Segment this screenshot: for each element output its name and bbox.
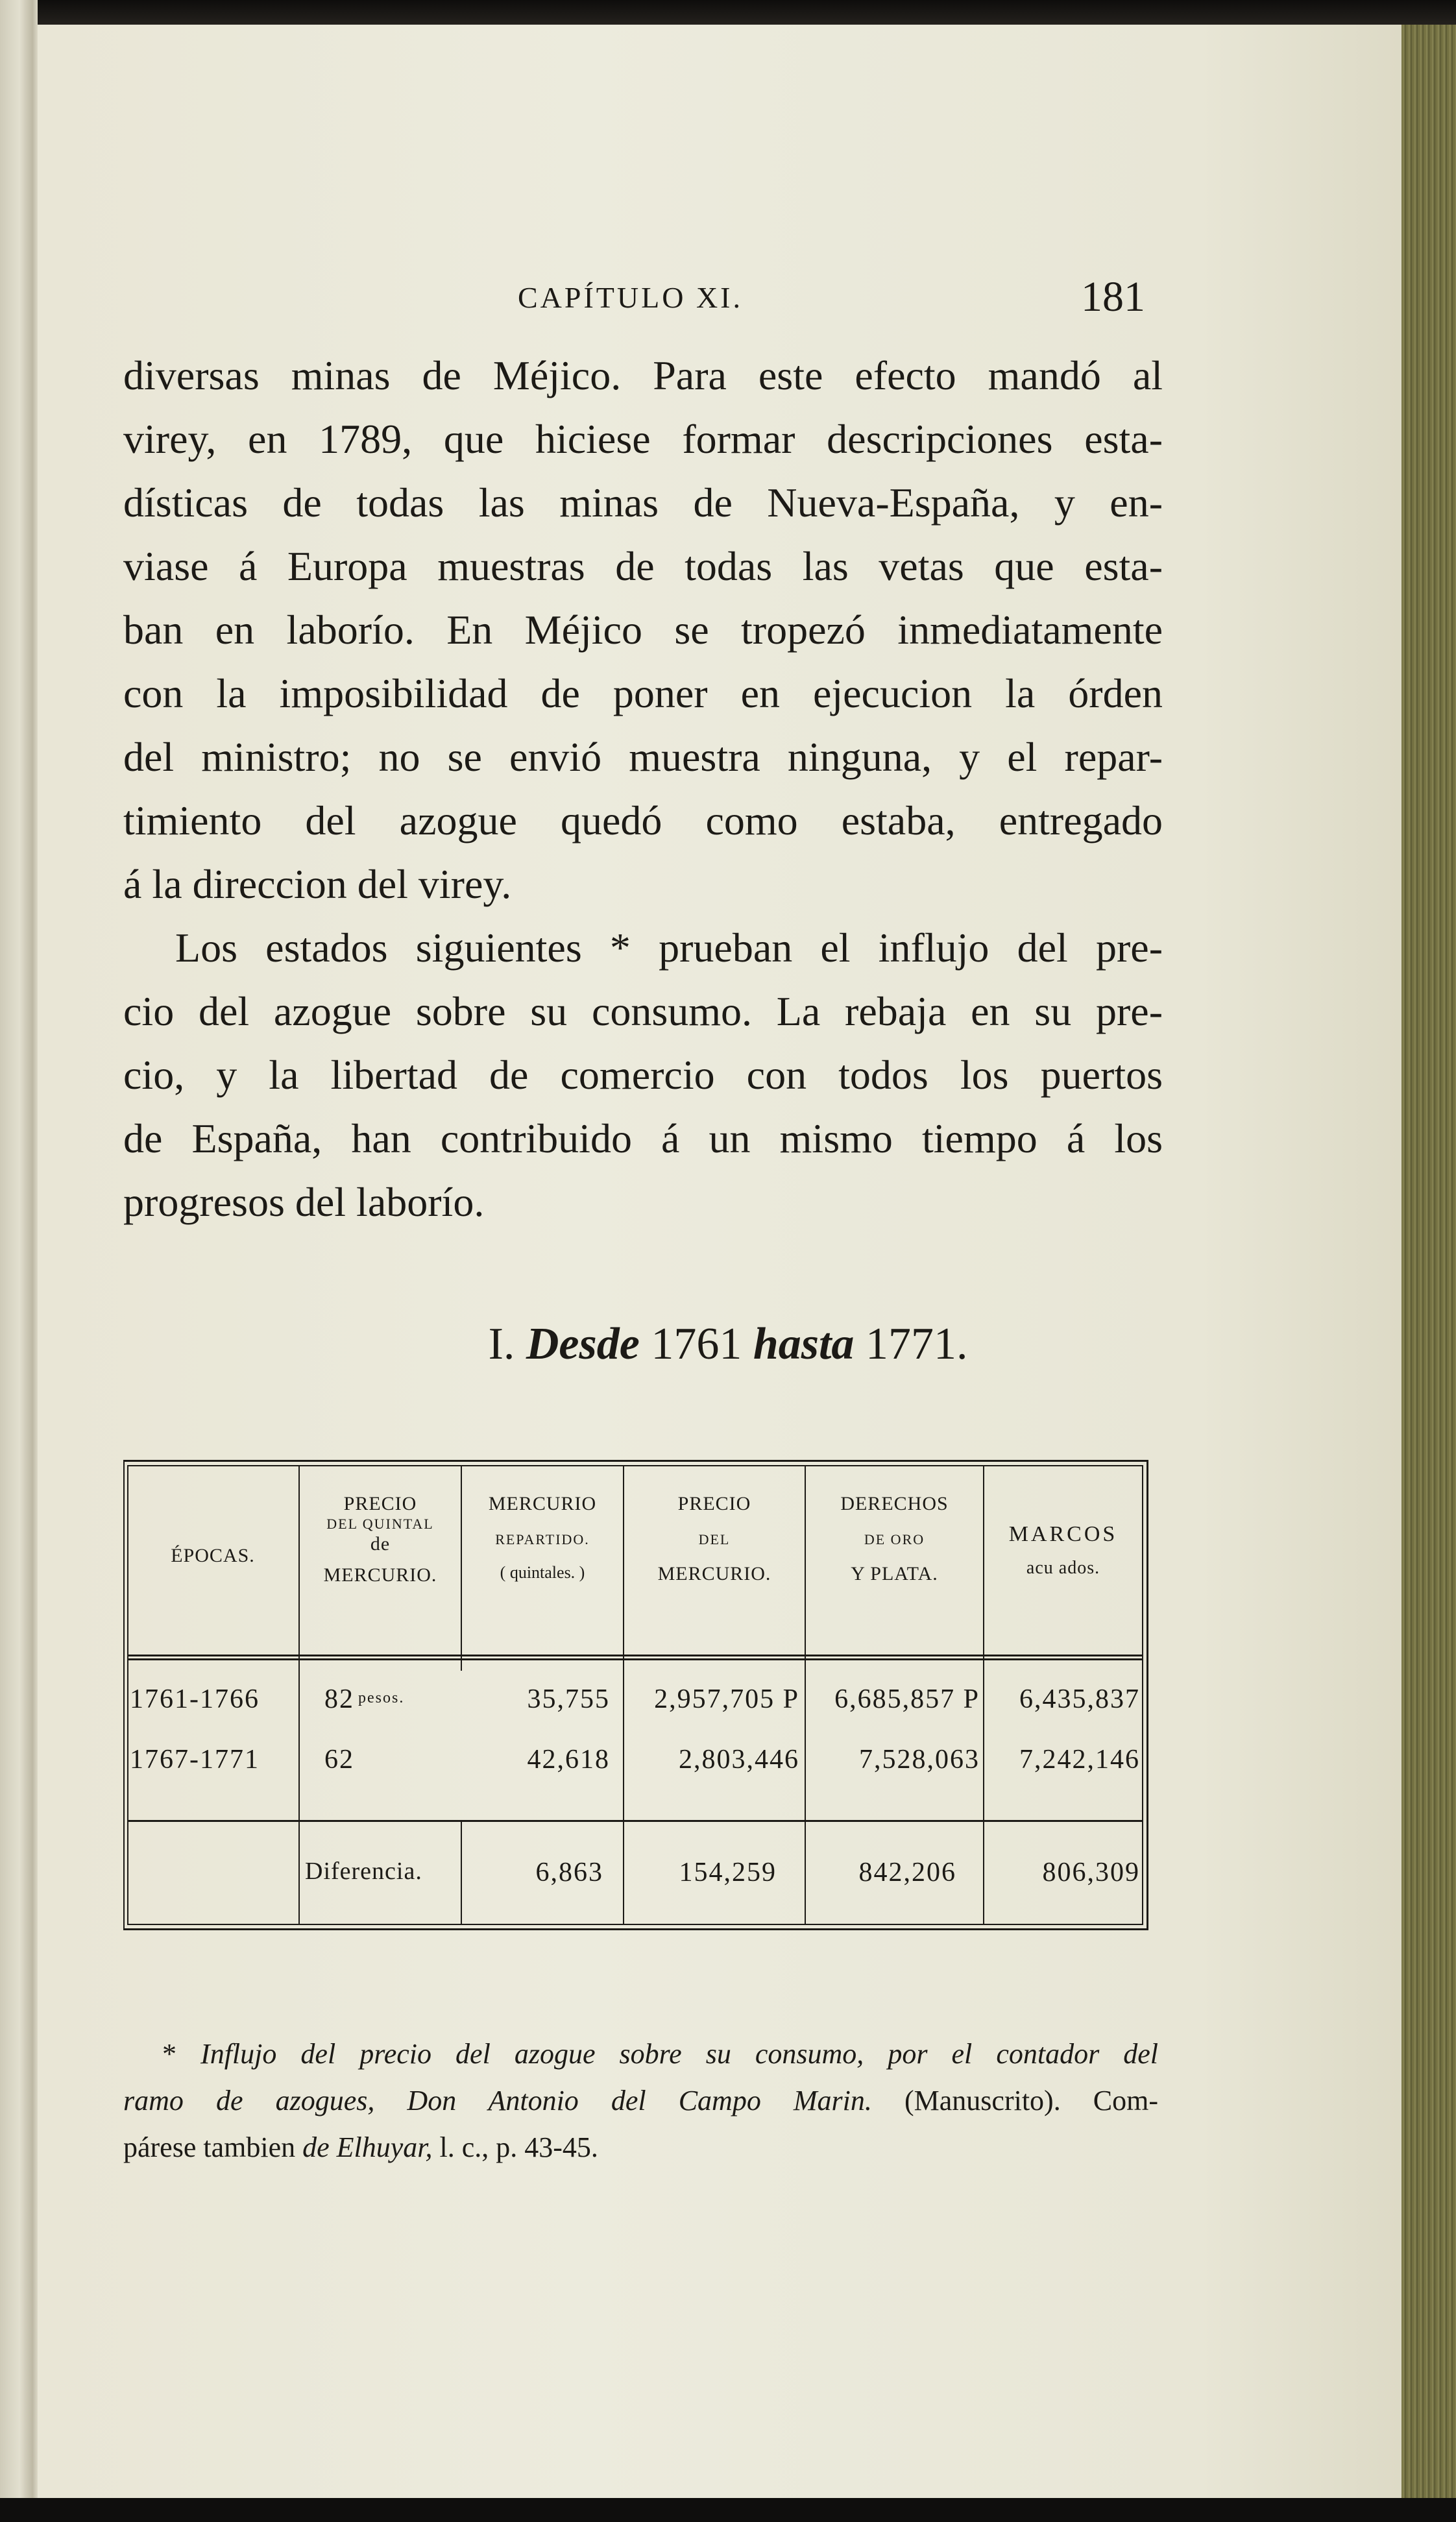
- cell-mercurio: 42,618: [527, 1745, 610, 1775]
- cell-derechos: 6,685,857 P: [834, 1684, 980, 1714]
- cell-diff-precio-mercurio: 154,259: [679, 1858, 777, 1887]
- book-gutter: [0, 0, 38, 2522]
- footnote-line: ramo de azogues, Don Antonio del Campo Marin. (Manuscrito). Com-: [123, 2085, 1159, 2116]
- table-title: [0, 1318, 1456, 1370]
- text-line: timiento del azogue quedó como estaba, entregado: [123, 797, 1163, 843]
- page-number: 181: [1081, 273, 1145, 321]
- cell-precio: 62: [324, 1745, 354, 1775]
- body-text: [123, 344, 1163, 1234]
- cell-mercurio: 35,755: [527, 1684, 610, 1714]
- text-line: virey, en 1789, que hiciese formar descripciones esta-: [123, 416, 1163, 462]
- cell-precio-mercurio: 2,957,705 P: [654, 1684, 799, 1714]
- table-title-hasta: hasta: [753, 1319, 855, 1369]
- cell-epoca: 1767-1771: [130, 1745, 260, 1775]
- text-line: Los estados siguientes * prueban el influjo del pre-: [175, 925, 1163, 971]
- text-line: dísticas de todas las minas de Nueva-España, y en-: [123, 479, 1163, 526]
- text-line: del ministro; no se envió muestra ninguna, y el repar-: [123, 734, 1163, 780]
- chapter-heading: CAPÍTULO XI.: [518, 281, 743, 314]
- header-precio-quintal: PRECIO DEL QUINTAL de MERCURIO.: [323, 1493, 437, 1586]
- cell-marcos: 6,435,837: [1019, 1684, 1140, 1714]
- table-title-desde: Desde: [526, 1319, 640, 1369]
- header-marcos: MARCOS acu ados.: [1008, 1522, 1118, 1578]
- cell-diferencia-label: Diferencia.: [305, 1858, 422, 1885]
- text-line: viase á Europa muestras de todas las vetas que esta-: [123, 543, 1163, 589]
- table-title-year-from: 1761: [651, 1319, 742, 1369]
- running-head: [0, 273, 1456, 326]
- table-numeral: I.: [488, 1319, 515, 1369]
- text-line: con la imposibilidad de poner en ejecucion la órden: [123, 670, 1163, 716]
- text-line: diversas minas de Méjico. Para este efecto mandó al: [123, 352, 1163, 398]
- page-fore-edge: [1401, 25, 1456, 2498]
- scan-top-edge: [0, 0, 1456, 25]
- header-rule: [127, 1658, 1143, 1660]
- header-derechos: DERECHOS DE ORO Y PLATA.: [840, 1493, 949, 1585]
- footnote: [123, 2031, 1158, 2171]
- scan-bottom-edge: [0, 2498, 1456, 2522]
- header-rule: [127, 1655, 1143, 1656]
- cell-marcos: 7,242,146: [1019, 1745, 1140, 1775]
- totals-rule: [127, 1820, 1143, 1822]
- text-line: á la direccion del virey.: [123, 861, 512, 907]
- header-epocas: ÉPOCAS.: [171, 1545, 255, 1566]
- cell-derechos: 7,528,063: [859, 1745, 980, 1775]
- text-line: cio, y la libertad de comercio con todos los puertos: [123, 1052, 1163, 1098]
- cell-precio: 82 pesos.: [324, 1684, 405, 1714]
- cell-precio-mercurio: 2,803,446: [679, 1745, 799, 1775]
- table-title-year-to: 1771.: [865, 1319, 968, 1369]
- header-mercurio: MERCURIO REPARTIDO. ( quintales. ): [488, 1493, 597, 1582]
- data-table: [123, 1460, 1148, 1930]
- footnote-line: párese tambien de Elhuyar, l. c., p. 43-45.: [123, 2131, 598, 2163]
- header-precio-mercurio: PRECIO DEL MERCURIO.: [657, 1493, 771, 1585]
- text-line: progresos del laborío.: [123, 1179, 485, 1225]
- cell-diff-marcos: 806,309: [1042, 1858, 1140, 1887]
- unit-pesos: pesos.: [358, 1690, 405, 1706]
- text-line: de España, han contribuido á un mismo tiempo á los: [123, 1115, 1163, 1161]
- footnote-star: *: [162, 2038, 176, 2070]
- cell-diff-mercurio: 6,863: [535, 1858, 603, 1887]
- text-line: cio del azogue sobre su consumo. La rebaja en su pre-: [123, 988, 1163, 1034]
- footnote-line: * Influjo del precio del azogue sobre su consumo, por el contador del: [162, 2038, 1158, 2070]
- cell-epoca: 1761-1766: [130, 1684, 260, 1714]
- text-line: ban en laborío. En Méjico se tropezó inmediatamente: [123, 607, 1163, 653]
- cell-diff-derechos: 842,206: [858, 1858, 956, 1887]
